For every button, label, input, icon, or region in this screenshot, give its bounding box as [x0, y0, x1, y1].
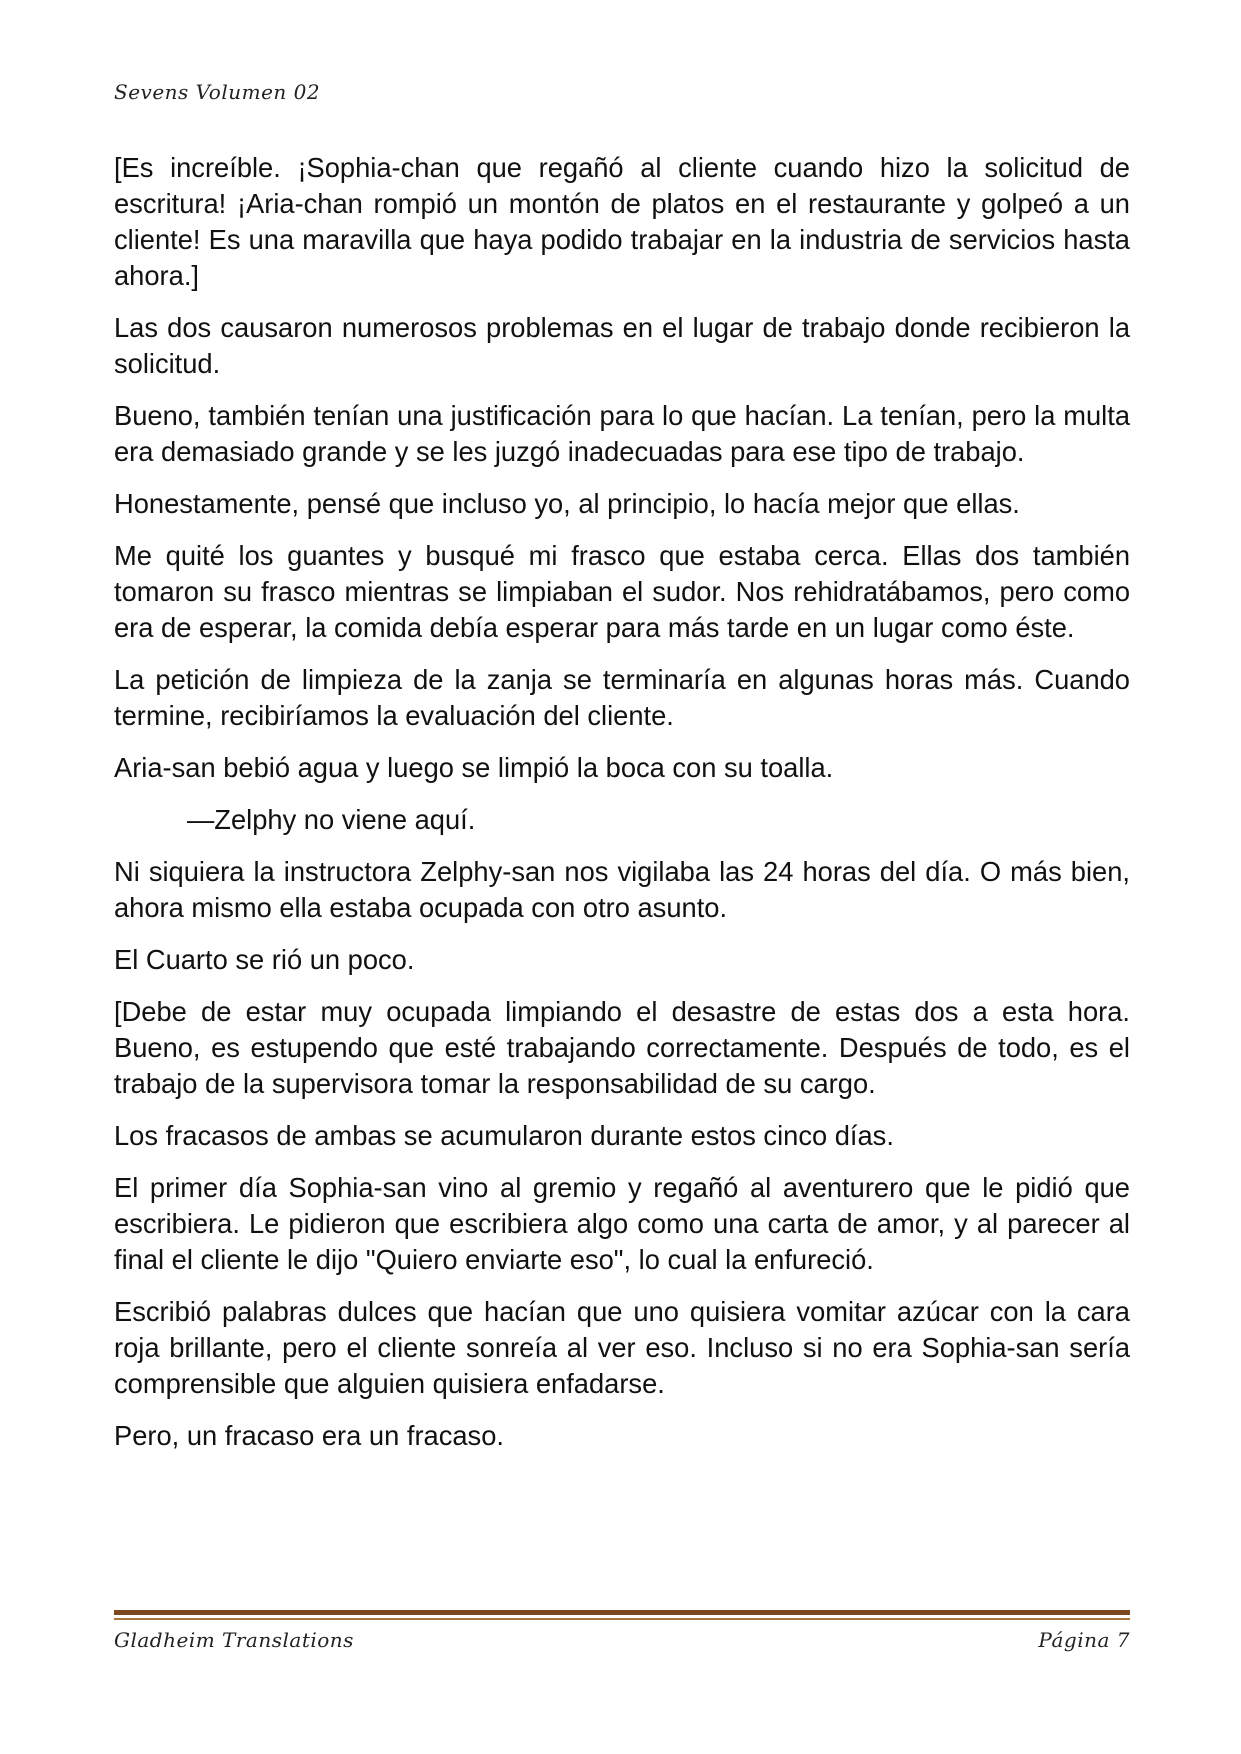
paragraph: Escribió palabras dulces que hacían que uno quisiera vomitar azúcar con la cara roja brillante, pero el cliente sonreía al ver eso. Incluso si no era Sophia-san sería comprensible que alguien quisiera enfadarse.	[114, 1296, 1130, 1399]
paragraph: Los fracasos de ambas se acumularon durante estos cinco días.	[114, 1120, 894, 1151]
paragraph: [Debe de estar muy ocupada limpiando el desastre de estas dos a esta hora. Bueno, es estupendo que esté trabajando correctamente. Después de todo, es el trabajo de la supervisora tomar la responsabilidad de su cargo.	[114, 996, 1130, 1099]
dialogue-line: —Zelphy no viene aquí.	[187, 804, 476, 835]
document-body	[114, 150, 1130, 1470]
paragraph: Honestamente, pensé que incluso yo, al principio, lo hacía mejor que ellas.	[114, 488, 1020, 519]
paragraph: El primer día Sophia-san vino al gremio y regañó al aventurero que le pidió que escribiera. Le pidieron que escribiera algo como una carta de amor, y al parecer al final el cliente le dijo "Quiero enviarte eso", lo cual la enfureció.	[114, 1172, 1130, 1275]
footer-rule-thick	[114, 1610, 1130, 1615]
footer-publisher: Gladheim Translations	[114, 1628, 354, 1652]
paragraph: Bueno, también tenían una justificación para lo que hacían. La tenían, pero la multa era demasiado grande y se les juzgó inadecuadas para ese tipo de trabajo.	[114, 400, 1130, 467]
paragraph: El Cuarto se rió un poco.	[114, 944, 415, 975]
paragraph: Pero, un fracaso era un fracaso.	[114, 1420, 504, 1451]
running-header: Sevens Volumen 02	[114, 80, 321, 104]
paragraph: Ni siquiera la instructora Zelphy-san nos vigilaba las 24 horas del día. O más bien, ahora mismo ella estaba ocupada con otro asunto.	[114, 856, 1130, 923]
footer-rule-thin	[114, 1618, 1130, 1620]
page-number: Página 7	[1038, 1628, 1130, 1652]
paragraph: Las dos causaron numerosos problemas en el lugar de trabajo donde recibieron la solicitud.	[114, 312, 1130, 379]
paragraph: [Es increíble. ¡Sophia-chan que regañó al cliente cuando hizo la solicitud de escritura! ¡Aria-chan rompió un montón de platos en el restaurante y golpeó a un cliente! Es una maravilla que haya podido trabajar en la industria de servicios hasta ahora.]	[114, 152, 1130, 291]
paragraph: La petición de limpieza de la zanja se terminaría en algunas horas más. Cuando termine, recibiríamos la evaluación del cliente.	[114, 664, 1130, 731]
paragraph: Me quité los guantes y busqué mi frasco que estaba cerca. Ellas dos también tomaron su frasco mientras se limpiaban el sudor. Nos rehidratábamos, pero como era de esperar, la comida debía esperar para más tarde en un lugar como éste.	[114, 540, 1130, 643]
paragraph: Aria-san bebió agua y luego se limpió la boca con su toalla.	[114, 752, 834, 783]
